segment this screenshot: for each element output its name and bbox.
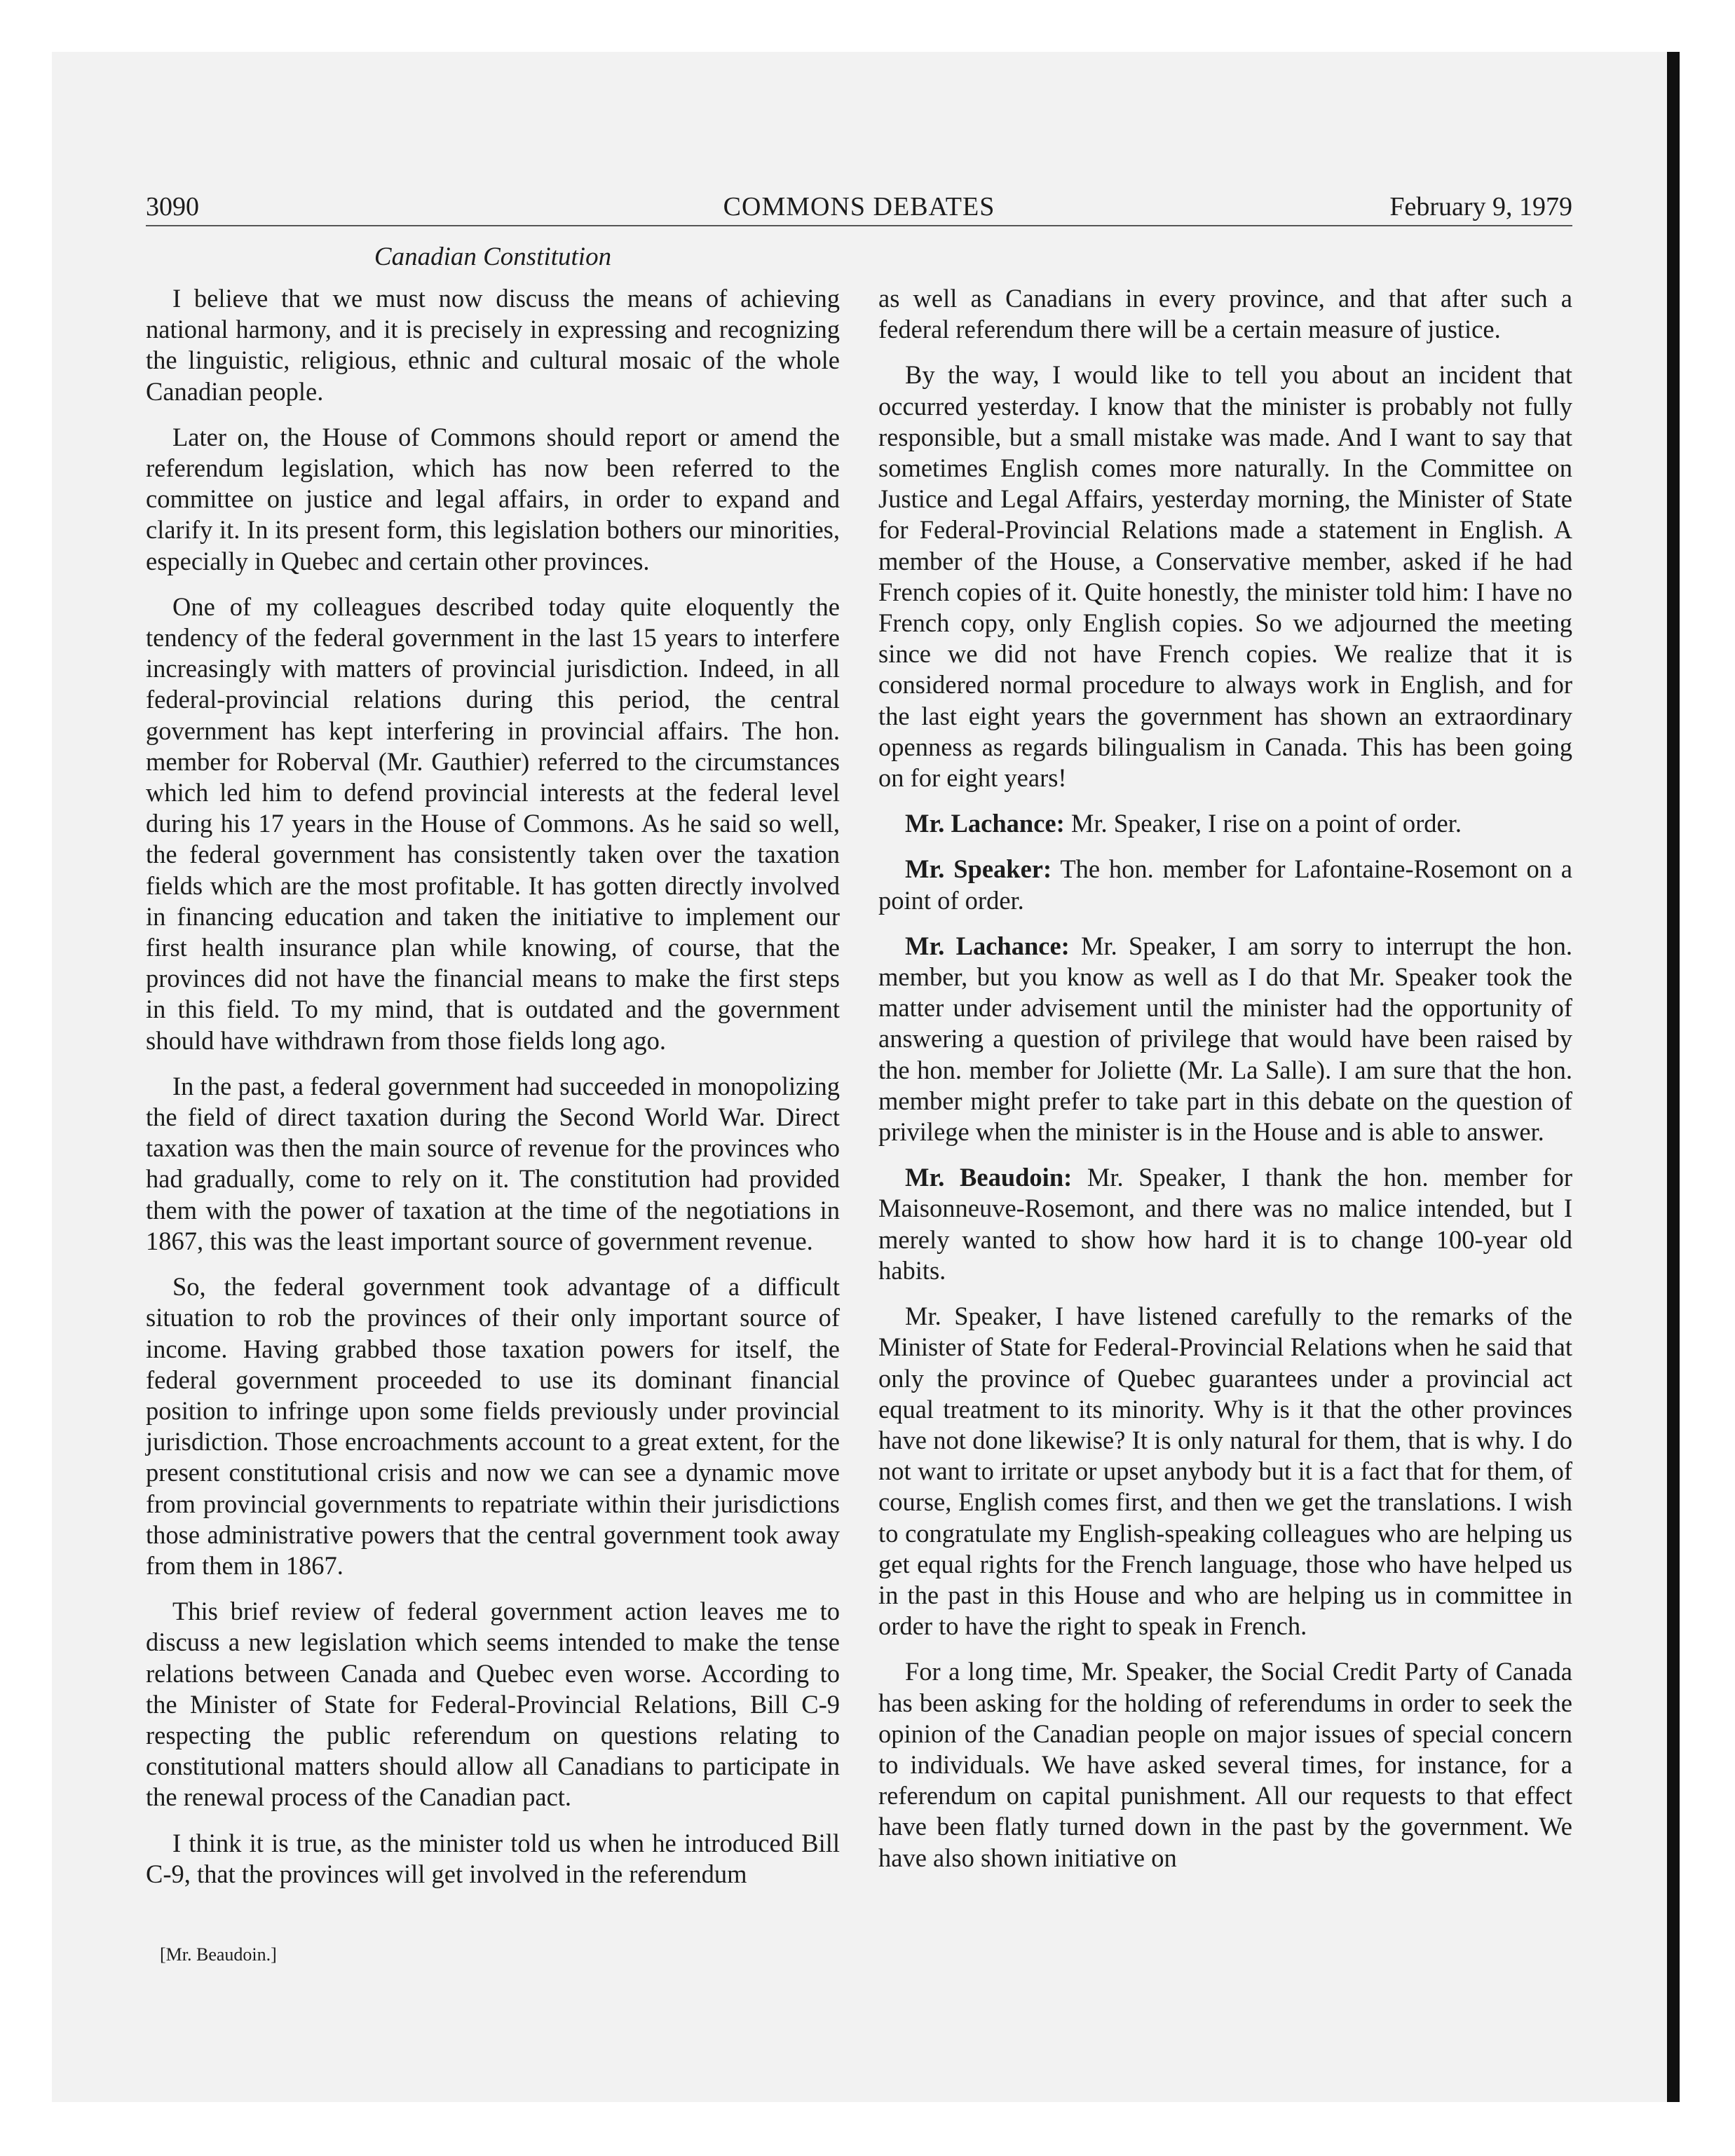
paragraph: This brief review of federal government action leaves me to discuss a new legislation which seems intended to make the tense relations between Canada and Quebec even worse. According to the Minister of State for Federal-Provincial Relations, Bill C-9 respecting the public referendum on questions relating to constitutional matters should allow all Canadians to participate in the renewal process of the Canadian pact. [146, 1597, 840, 1812]
speaker-name: Mr. Lachance: [905, 809, 1065, 838]
paragraph [878, 931, 1572, 1147]
paragraph: I believe that we must now discuss the means of achieving national harmony, and it is precisely in expressing and recognizing the linguistic, religious, ethnic and cultural mosaic of the whole Canadian people. [146, 284, 840, 406]
paragraph [878, 1656, 1572, 1873]
section-title: Canadian Constitution [374, 243, 612, 271]
paragraph: One of my colleagues described today quite eloquently the tendency of the federal government in the last 15 years to interfere increasingly with matters of provincial jurisdiction. Indeed, in all federal-provincial relations during this period, the central government has kept interfering in provincial affairs. The hon. member for Roberval (Mr. Gauthier) referred to the circumstances which led him to defend provincial interests at the federal level during his 17 years in the House of Commons. As he said so well, the federal government has consistently taken over the taxation fields which are the most profitable. It has gotten directly involved in financing education and taken the initiative to implement our first health insurance plan while knowing, of course, that the provinces did not have the financial means to make the first steps in this field. To my mind, that is outdated and the government should have withdrawn from those fields long ago. [146, 592, 840, 1055]
paragraph-text: Mr. Speaker, I am sorry to interrupt the hon. member, but you know as well as I do that Mr. Speaker took the matter under advisement until the minister had the opportunity of answering a question of privilege that would have been raised by the hon. member for Joliette (Mr. La Salle). I am sure that the hon. member might prefer to take part in this debate on the question of privilege when the minister is in the House and is able to answer. [878, 931, 1572, 1147]
paragraph: I think it is true, as the minister told us when he introduced Bill C-9, that the provinces will get involved in the referendum [146, 1828, 840, 1888]
page-header [146, 191, 1572, 223]
speaker-attribution: [Mr. Beaudoin.] [160, 1944, 277, 1965]
paragraph [878, 808, 1572, 839]
right-column [878, 283, 1572, 1888]
publication-title: COMMONS DEBATES [723, 192, 995, 221]
speaker-name: Mr. Lachance: [905, 931, 1070, 960]
scan-edge-shadow [1667, 52, 1680, 2102]
paragraph: Later on, the House of Commons should report or amend the referendum legislation, which has now been referred to the committee on justice and legal affairs, in order to expand and clarify it. In its present form, this legislation bothers our minorities, especially in Quebec and certain other provinces. [146, 422, 840, 575]
speaker-name: Mr. Beaudoin: [905, 1163, 1073, 1192]
paragraph-text: Mr. Speaker, I have listened carefully to the remarks of the Minister of State for Federal-Provincial Relations when he said that only the province of Quebec guarantees under a provincial act equal treatment to its minority. Why is it that the other provinces have not done likewise? It is only natural for them, that is why. I do not want to irritate or upset anybody but it is a fact that for them, of course, English comes first, and then we get the translations. I wish to congratulate my English-speaking colleagues who are helping us get equal rights for the French language, those who have helped us in the past in this House and who are helping us in committee in order to have the right to speak in French. [878, 1302, 1572, 1641]
paragraph-text: For a long time, Mr. Speaker, the Social Credit Party of Canada has been asking for the holding of referendums in order to seek the opinion of the Canadian people on major issues of special concern to individuals. We have asked several times, for instance, for a referendum on capital punishment. All our requests to that effect have been flatly turned down in the past by the government. We have also shown initiative on [878, 1657, 1572, 1872]
paragraph: In the past, a federal government had succeeded in monopolizing the field of direct taxation during the Second World War. Direct taxation was then the main source of revenue for the provinces who had gradually, come to rely on it. The constitution had provided them with the power of taxation at the time of the negotiations in 1867, this was the least important source of government revenue. [146, 1071, 840, 1255]
paragraph-text: The hon. member for Lafontaine-Rosemont on a point of order. [878, 854, 1572, 915]
page-date: February 9, 1979 [1389, 192, 1572, 221]
left-column [146, 283, 840, 1904]
paragraph-text: as well as Canadians in every province, and that after such a federal referendum there will be a certain measure of justice. [878, 284, 1572, 344]
paragraph-text: Mr. Speaker, I thank the hon. member for Maisonneuve-Rosemont, and there was no malice intended, but I merely wanted to show how hard it is to change 100-year old habits. [878, 1163, 1572, 1285]
paragraph [878, 360, 1572, 793]
paragraph-text: By the way, I would like to tell you about an incident that occurred yesterday. I know that the minister is probably not fully responsible, but a small mistake was made. And I want to say that sometimes English comes more naturally. In the Committee on Justice and Legal Affairs, yesterday morning, the Minister of State for Federal-Provincial Relations made a statement in English. A member of the House, a Conservative member, asked if he had French copies of it. Quite honestly, the minister told him: I have no French copy, only English copies. So we adjourned the meeting since we did not have French copies. We realize that it is considered normal procedure to always work in English, and for the last eight years the government has shown an extraordinary openness as regards bilingualism in Canada. This has been going on for eight years! [878, 360, 1572, 793]
paragraph [878, 1301, 1572, 1642]
page-number: 3090 [146, 192, 199, 221]
header-rule [146, 225, 1572, 226]
paragraph [878, 283, 1572, 345]
paragraph [878, 854, 1572, 915]
paragraph: So, the federal government took advantage of a difficult situation to rob the provinces of their only important source of income. Having grabbed those taxation powers for itself, the federal government proceeded to use its dominant financial position to infringe upon some fields previously under provincial jurisdiction. Those encroachments account to a great extent, for the present constitutional crisis and now we can see a dynamic move from provincial governments to repatriate within their jurisdictions those administrative powers that the central government took away from them in 1867. [146, 1272, 840, 1580]
paragraph [878, 1162, 1572, 1286]
paragraph-text: Mr. Speaker, I rise on a point of order. [1064, 809, 1462, 838]
speaker-name: Mr. Speaker: [905, 854, 1052, 884]
